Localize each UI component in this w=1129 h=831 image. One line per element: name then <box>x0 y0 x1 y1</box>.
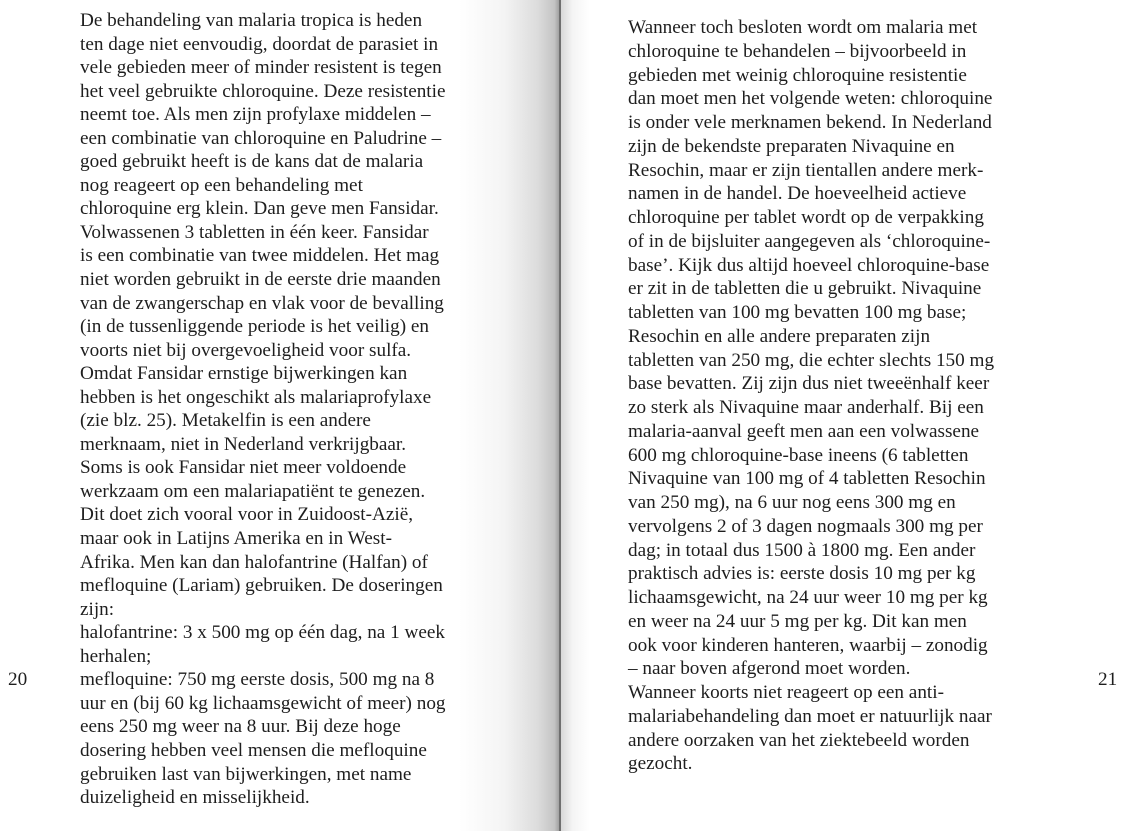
text-line: malaria-aanval geeft men aan een volwassene <box>628 420 980 442</box>
text-line: dosering hebben veel mensen die mefloquine <box>80 739 427 761</box>
text-line: chloroquine te behandelen – bijvoorbeeld in <box>628 40 967 62</box>
text-line: Resochin, maar er zijn tientallen andere merk- <box>628 159 984 181</box>
text-line: werkzaam om een malariapatiënt te genezen. <box>80 480 426 502</box>
text-line: zo sterk als Nivaquine maar anderhalf. Bij een <box>628 397 984 418</box>
text-line: nog reageert op een behandeling met <box>80 174 363 196</box>
text-line: – naar boven afgerond moet worden. <box>628 658 911 680</box>
text-line: zijn: <box>80 598 115 620</box>
text-line: mefloquine: 750 mg eerste dosis, 500 mg na 8 <box>80 669 435 691</box>
text-line: neemt toe. Als men zijn profylaxe middelen – <box>80 104 431 126</box>
text-line: hebben is het ongeschikt als malariaprofylaxe <box>80 386 432 408</box>
text-line: Omdat Fansidar ernstige bijwerkingen kan <box>80 363 408 385</box>
text-line: er zit in de tabletten die u gebruikt. Nivaquine <box>628 278 982 300</box>
text-line: merknaam, niet in Nederland verkrijgbaar. <box>80 433 407 455</box>
text-line: gebruiken last van bijwerkingen, met name <box>80 763 412 785</box>
text-line: Dit doet zich vooral voor in Zuidoost-Azië, <box>80 504 414 526</box>
text-line: dan moet men het volgende weten: chloroquine <box>628 88 993 110</box>
text-line: niet worden gebruikt in de eerste drie maanden <box>80 269 441 291</box>
text-line: (zie blz. 25). Metakelfin is een andere <box>80 410 371 432</box>
text-line: Wanneer koorts niet reageert op een anti- <box>628 682 944 703</box>
text-line: De behandeling van malaria tropica is heden <box>80 10 423 31</box>
text-line: andere oorzaken van het ziektebeeld worden <box>628 729 970 751</box>
text-line: uur en (bij 60 kg lichaamsgewicht of meer) nog <box>80 692 446 714</box>
text-line: duizeligheid en misselijkheid. <box>80 787 310 809</box>
text-line: ook voor kinderen hanteren, waarbij – zonodig <box>628 634 988 656</box>
text-line: Nivaquine van 100 mg of 4 tabletten Resochin <box>628 468 986 490</box>
text-line: dag; in totaal dus 1500 à 1800 mg. Een ander <box>628 539 976 561</box>
text-line: lichaamsgewicht, na 24 uur weer 10 mg per kg <box>628 587 988 608</box>
text-line: 600 mg chloroquine-base ineens (6 tabletten <box>628 444 969 466</box>
text-line: chloroquine erg klein. Dan geve men Fansidar. <box>80 198 439 220</box>
text-line: Volwassenen 3 tabletten in één keer. Fansidar <box>80 221 429 243</box>
text-line: praktisch advies is: eerste dosis 10 mg per kg <box>628 563 976 585</box>
left-page-text <box>80 9 446 810</box>
text-line: base bevatten. Zij zijn dus niet tweeënhalf keer <box>628 373 990 395</box>
text-line: tabletten van 100 mg bevatten 100 mg base; <box>628 302 967 323</box>
text-line: van 250 mg), na 6 uur nog eens 300 mg en <box>628 492 956 513</box>
text-line: herhalen; <box>80 645 152 667</box>
text-line: eens 250 mg weer na 8 uur. Bij deze hoge <box>80 716 401 738</box>
text-line: een combinatie van chloroquine en Paludrine – <box>80 127 442 149</box>
text-line: ten dage niet eenvoudig, doordat de parasiet in <box>80 33 439 55</box>
text-line: Soms is ook Fansidar niet meer voldoende <box>80 457 407 479</box>
text-line: en weer na 24 uur 5 mg per kg. Dit kan men <box>628 610 967 632</box>
text-line: vervolgens 2 of 3 dagen nogmaals 300 mg per <box>628 515 983 537</box>
text-line: mefloquine (Lariam) gebruiken. De doseringen <box>80 575 443 597</box>
right-page-text <box>628 16 994 776</box>
text-line: vele gebieden meer of minder resistent is tegen <box>80 57 442 79</box>
text-line: halofantrine: 3 x 500 mg op één dag, na 1 week <box>80 622 445 644</box>
text-line: gezocht. <box>628 753 693 775</box>
text-line: Wanneer toch besloten wordt om malaria met <box>628 17 978 38</box>
text-line: voorts niet bij overgevoeligheid voor sulfa. <box>80 339 412 361</box>
text-line: van de zwangerschap en vlak voor de bevalling <box>80 292 444 314</box>
page-number-right: 21 <box>1098 669 1118 690</box>
text-line: zijn de bekendste preparaten Nivaquine en <box>628 135 955 157</box>
text-line: het veel gebruikte chloroquine. Deze resistentie <box>80 80 446 102</box>
page-number-left: 20 <box>8 669 28 690</box>
text-line: chloroquine per tablet wordt op de verpakking <box>628 207 984 228</box>
book-spine <box>559 0 561 831</box>
text-line: namen in de handel. De hoeveelheid actieve <box>628 183 967 205</box>
text-line: tabletten van 250 mg, die echter slechts 150 mg <box>628 349 995 371</box>
text-line: gebieden met weinig chloroquine resistentie <box>628 64 967 86</box>
text-line: is een combinatie van twee middelen. Het mag <box>80 245 440 267</box>
text-line: malariabehandeling dan moet er natuurlijk naar <box>628 705 992 727</box>
text-line: is onder vele merknamen bekend. In Nederland <box>628 112 992 133</box>
text-line: of in de bijsluiter aangegeven als ‘chloroquine- <box>628 230 991 252</box>
text-line: (in de tussenliggende periode is het veilig) en <box>80 316 430 338</box>
text-line: maar ook in Latijns Amerika en in West- <box>80 528 392 550</box>
text-line: Resochin en alle andere preparaten zijn <box>628 325 931 347</box>
text-line: base’. Kijk dus altijd hoeveel chloroquine-base <box>628 254 990 276</box>
text-line: goed gebruikt heeft is de kans dat de malaria <box>80 151 424 173</box>
text-line: Afrika. Men kan dan halofantrine (Halfan) of <box>80 551 428 573</box>
